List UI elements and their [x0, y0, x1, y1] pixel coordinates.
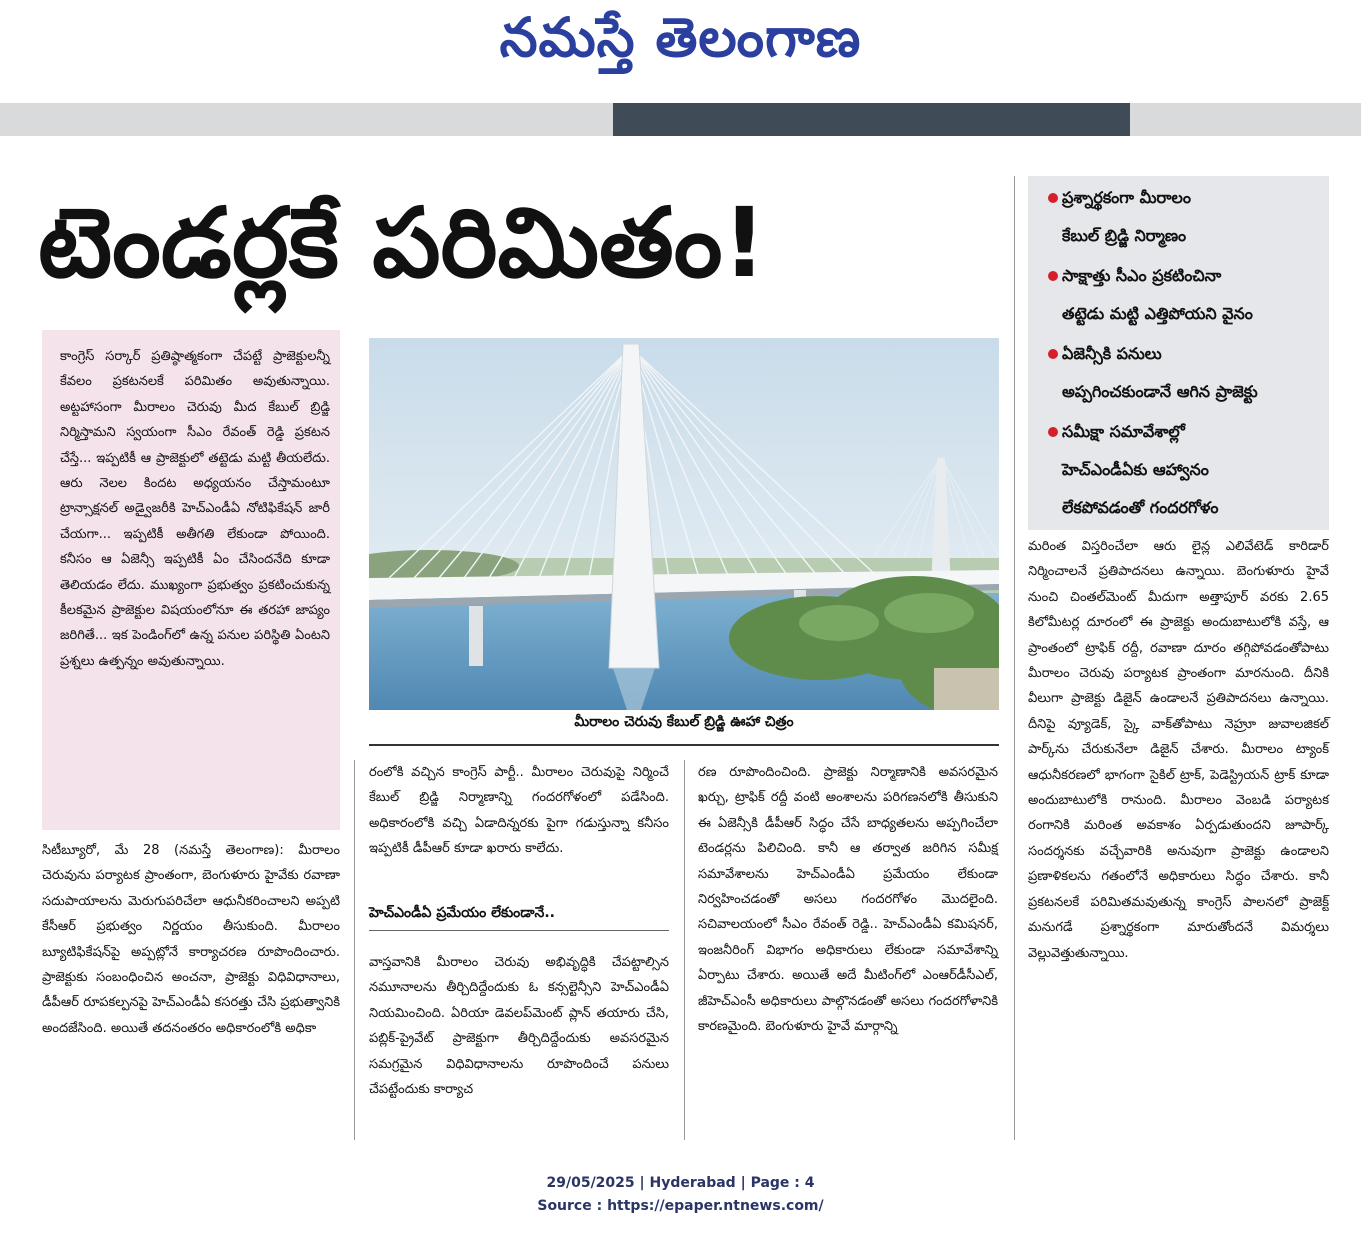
bullet-icon: [1048, 193, 1058, 203]
highlight-line: ఏజెన్సీకి పనులు: [1062, 344, 1162, 367]
highlights-box: [1028, 176, 1329, 530]
newspaper-logo: నమస్తే తెలంగాణ: [499, 6, 862, 69]
article-column-4: మరింత విస్తరించేలా ఆరు లైన్ల ఎలివేటెడ్ కారిడార్ నిర్మించాలనే ప్రతిపాదనలు ఉన్నాయి. బెంగుళూరు హైవే నుంచి చింతల్‌మెంట్ మీదుగా అత్తాపూర్ వరకు 2.65 కిలోమీటర్ల దూరంలో ఈ ప్రాజెక్టు అందుబాటులోకి వస్తే, ఆ ప్రాంతంలో ట్రాఫిక్ రద్దీ, రవాణా దూరం తగ్గిపోవడంతోపాటు మీరాలం చెరువు పర్యాటక ప్రాంతంగా మారనుంది. దీనికి వీలుగా ప్రాజెక్టు డిజైన్ ఉండాలనే ప్రతిపాదనలు ఉన్నాయి. దీనిపై వ్యూడెక్, స్కై వాక్‌తోపాటు నెహ్రూ జువాలజికల్ పార్క్‌ను చేరుకునేలా డిజైన్ చేశారు. మీరాలం ట్యాంక్ ఆధునీకరణలో భాగంగా సైకిల్ ట్రాక్, పెడెస్ట్రియన్ ట్రాక్ కూడా అందుబాటులోకి రానుంది. మీరాలం వెంబడి పర్యాటక రంగానికి మరింత అవకాశం ఏర్పడుతుందని జూపార్క్ సందర్శనకు వచ్చేవారికి అనువుగా ప్రాజెక్టు ఉండాలని ప్రణాళికలను గతంలోనే అధికారులు సిద్ధం చేశారు. కానీ ప్రకటనలకే పరిమితమవుతున్న కాంగ్రెస్ పాలనలో ప్రాజెక్ట్ మనుగడే ప్రశ్నార్థకంగా మారుతోందనే విమర్శలు వెల్లువెత్తుతున్నాయి.: [1028, 539, 1329, 961]
column-divider: [684, 760, 685, 1140]
section-band-dark: [613, 103, 1130, 136]
headline: టెండర్లకే పరిమితం!: [38, 187, 767, 299]
highlight-line: సమీక్షా సమావేశాల్లో: [1062, 422, 1185, 445]
article-column-1: సిటీబ్యూరో, మే 28 (నమస్తే తెలంగాణ): మీరాలం చెరువును పర్యాటక ప్రాంతంగా, బెంగుళూరు హైవేకు రవాణా సదుపాయాలను మెరుగుపరిచేలా ఆధునీకరించాలని అప్పటి కేసీఆర్ ప్రభుత్వం నిర్ణయం తీసుకుంది. మీరాలం బ్యూటిఫికేషన్‌పై అప్పట్లోనే కార్యాచరణ రూపొందించారు. ప్రాజెక్టుకు సంబంధించిన అంచనా, ప్రాజెక్టు విధివిధానాలు, డీపీఆర్ రూపకల్పనపై హెచ్ఎండీఏ కసరత్తు చేసి ప్రభుత్వానికి అందజేసింది. అయితే తదనంతరం అధికారంలోకి అధికా: [42, 843, 340, 1036]
bullet-icon: [1048, 271, 1058, 281]
highlight-line: సాక్షాత్తు సీఎం ప్రకటించినా: [1062, 266, 1221, 289]
footer-source-link[interactable]: Source : https://epaper.ntnews.com/: [537, 1198, 824, 1214]
masthead: [0, 0, 1361, 100]
bullet-icon: [1048, 427, 1058, 437]
subheading-rule: [369, 930, 669, 931]
column-divider: [354, 760, 355, 1140]
intro-box: [42, 330, 340, 830]
article-column-3: రణ రూపొందించింది. ప్రాజెక్టు నిర్మాణానికి అవసరమైన ఖర్చు, ట్రాఫిక్ రద్దీ వంటి అంశాలను పరిగణనలోకి తీసుకుని ఈ ఏజెన్సీకి డీపీఆర్ సిద్ధం చేసే బాధ్యతలను అప్పగించేలా టెండర్లను పిలిచింది. కానీ ఆ తర్వాత జరిగిన సమీక్ష సమావేశాలను హెచ్ఎండీఏ ప్రమేయం లేకుండా నిర్వహించడంతో అసలు గందరగోళం మొదలైంది. సచివాలయంలో సీఎం రేవంత్ రెడ్డి.. హెచ్ఎండీఏ కమిషనర్, ఇంజనీరింగ్ విభాగం అధికారులు లేకుండా సమావేశాన్ని ఏర్పాటు చేశారు. అయితే అదే మీటింగ్‌లో ఎంఆర్‌డీసీఎల్, జీహెచ్ఎంసీ అధికారులు పాల్గొనడంతో అసలు గందరగోళానికి కారణమైంది. బెంగుళూరు హైవే మార్గాన్ని: [698, 765, 998, 1035]
column-divider: [1014, 176, 1015, 1140]
highlight-line: అప్పగించకుండానే ఆగిన ప్రాజెక్టు: [1062, 382, 1258, 401]
footer-date-line: 29/05/2025 | Hyderabad | Page : 4: [546, 1175, 815, 1191]
highlight-line: హెచ్ఎండీఏకు ఆహ్వానం: [1062, 460, 1209, 479]
bridge-illustration: [369, 338, 999, 710]
bullet-icon: [1048, 349, 1058, 359]
intro-text: కాంగ్రెస్ సర్కార్ ప్రతిష్ఠాత్మకంగా చేపట్టే ప్రాజెక్టులన్నీ కేవలం ప్రకటనలకే పరిమితం అవుతున్నాయి. అట్టహాసంగా మీరాలం చెరువు మీద కేబుల్ బ్రిడ్జి నిర్మిస్తామని స్వయంగా సీఎం రేవంత్ రెడ్డి ప్రకటన చేస్తే... ఇప్పటికీ ఆ ప్రాజెక్టులో తట్టెడు మట్టి తీయలేదు. ఆరు నెలల కిందట అధ్యయనం చేస్తామంటూ ట్రాన్సాక్షనల్ అడ్వైజరీకి హెచ్ఎండీఏ నోటిఫికేషన్ జారీ చేయగా... ఇప్పటికీ అతీగతి లేకుండా పోయింది. కనీసం ఆ ఏజెన్సీ ఇప్పటికీ ఏం చేసిందనేది కూడా తెలియడం లేదు. ముఖ్యంగా ప్రభుత్వం ప్రకటించుకున్న కీలకమైన ప్రాజెక్టుల విషయంలోనూ ఈ తరహా జాప్యం జరిగితే... ఇక పెండింగ్‌లో ఉన్న పనుల పరిస్థితి ఏంటని ప్రశ్నలు ఉత్పన్నం అవుతున్నాయి.: [60, 349, 330, 669]
photo-caption: మీరాలం చెరువు కేబుల్ బ్రిడ్జి ఊహా చిత్రం: [574, 714, 794, 730]
highlight-line: కేబుల్ బ్రిడ్జి నిర్మాణం: [1062, 226, 1187, 245]
article-column-2: రంలోకి వచ్చిన కాంగ్రెస్ పార్టీ.. మీరాలం చెరువుపై నిర్మించే కేబుల్ బ్రిడ్జి నిర్మాణాన్ని గందరగోళంలో పడేసింది. అధికారంలోకి వచ్చి ఏడాదిన్నరకు పైగా గడుస్తున్నా కనీసం ఇప్పటికీ డీపీఆర్ కూడా ఖరారు కాలేదు.: [369, 765, 669, 857]
caption-rule: [369, 744, 999, 746]
highlight-line: లేకపోవడంతో గందరగోళం: [1062, 498, 1219, 517]
highlight-line: ప్రశ్నార్థకంగా మీరాలం: [1062, 188, 1191, 211]
article-column-2b: వాస్తవానికి మీరాలం చెరువు అభివృద్ధికి చేపట్టాల్సిన నమూనాలను తీర్చిదిద్దేందుకు ఓ కన్సల్టెన్సీని హెచ్ఎండీఏ నియమించింది. ఏరియా డెవలప్‌మెంట్ ప్లాన్ తయారు చేసి, పబ్లిక్-ప్రైవేట్ ప్రాజెక్టుగా తీర్చిదిద్దేందుకు అవసరమైన సమగ్రమైన విధివిధానాలను రూపొందించే పనులు చేపట్టేందుకు కార్యాచ: [369, 955, 669, 1098]
bridge-photo: [369, 338, 999, 710]
highlight-line: తట్టెడు మట్టి ఎత్తిపోయని వైనం: [1062, 304, 1253, 323]
subheading: హెచ్ఎండీఏ ప్రమేయం లేకుండానే..: [369, 905, 556, 921]
